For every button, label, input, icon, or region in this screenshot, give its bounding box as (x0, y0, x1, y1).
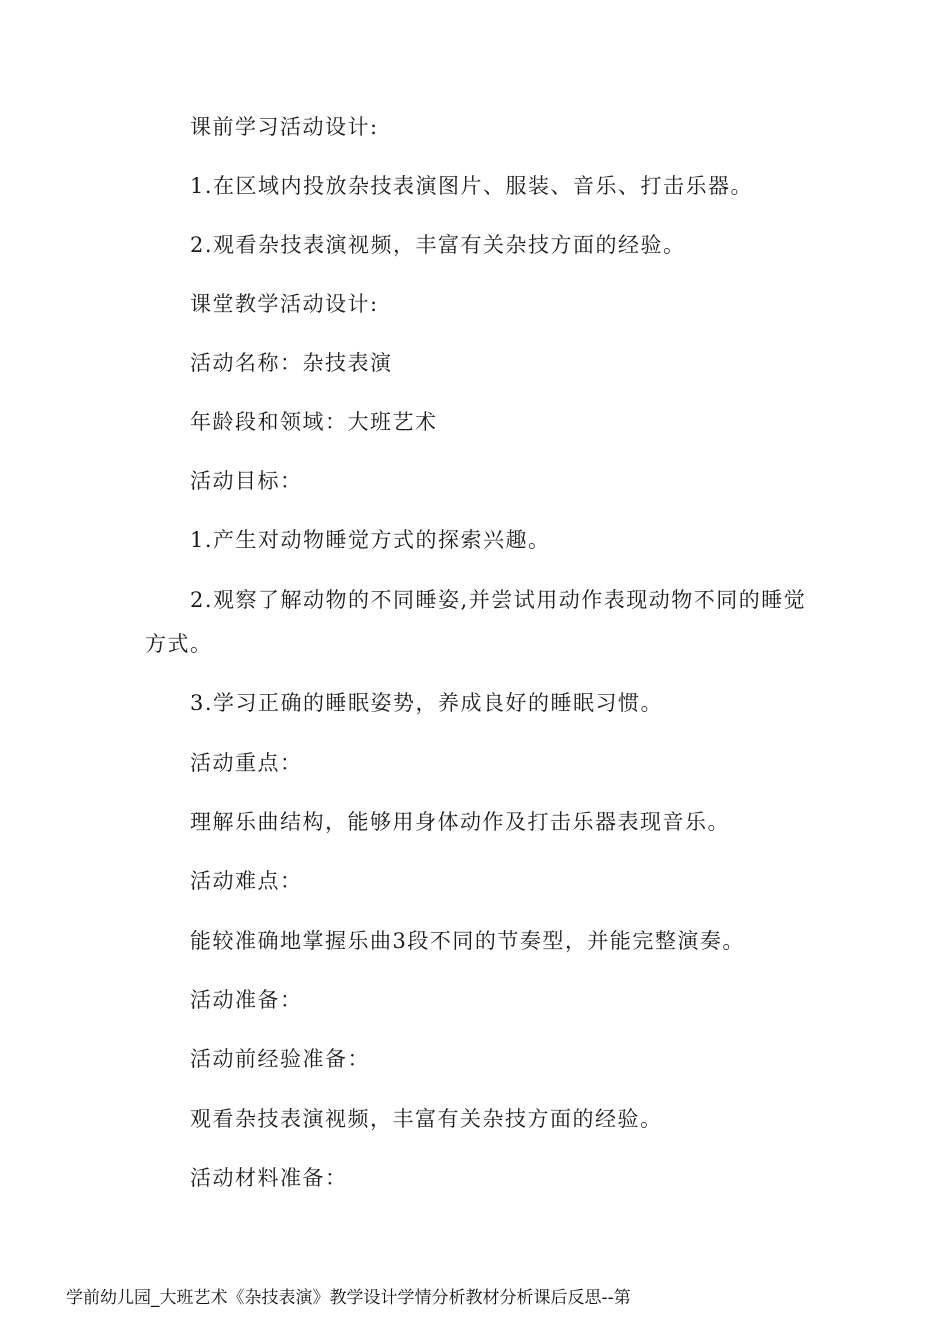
wrapped-line-1: 2.观察了解动物的不同睡姿,并尝试用动作表现动物不同的睡觉 (190, 588, 807, 612)
heading-experience-preparation: 活动前经验准备： (190, 1047, 370, 1071)
list-item: 1.产生对动物睡觉方式的探索兴趣。 (190, 528, 551, 552)
list-item: 1.在区域内投放杂技表演图片、服装、音乐、打击乐器。 (190, 174, 754, 198)
list-item: 2.观看杂技表演视频，丰富有关杂技方面的经验。 (190, 233, 686, 257)
heading-class-design: 课堂教学活动设计: (190, 292, 379, 316)
heading-difficulties: 活动难点： (190, 869, 303, 893)
key-points-text: 理解乐曲结构，能够用身体动作及打击乐器表现音乐。 (190, 810, 730, 834)
wrapped-line-2: 方式。 (145, 632, 213, 656)
wrapped-list-item (145, 588, 825, 656)
heading-material-preparation: 活动材料准备： (190, 1166, 348, 1190)
list-item: 3.学习正确的睡眠姿势，养成良好的睡眠习惯。 (190, 691, 664, 715)
page-footer: 学前幼儿园_大班艺术《杂技表演》教学设计学情分析教材分析课后反思--第 (66, 1288, 631, 1308)
age-and-domain: 年龄段和领域：大班艺术 (190, 410, 438, 434)
activity-name: 活动名称：杂技表演 (190, 351, 393, 375)
heading-objectives: 活动目标： (190, 469, 303, 493)
heading-preparation: 活动准备： (190, 988, 303, 1012)
heading-key-points: 活动重点： (190, 751, 303, 775)
heading-pre-class-design: 课前学习活动设计: (190, 115, 379, 139)
difficulties-text: 能较准确地掌握乐曲3段不同的节奏型，并能完整演奏。 (190, 929, 745, 953)
experience-preparation-text: 观看杂技表演视频，丰富有关杂技方面的经验。 (190, 1107, 663, 1131)
